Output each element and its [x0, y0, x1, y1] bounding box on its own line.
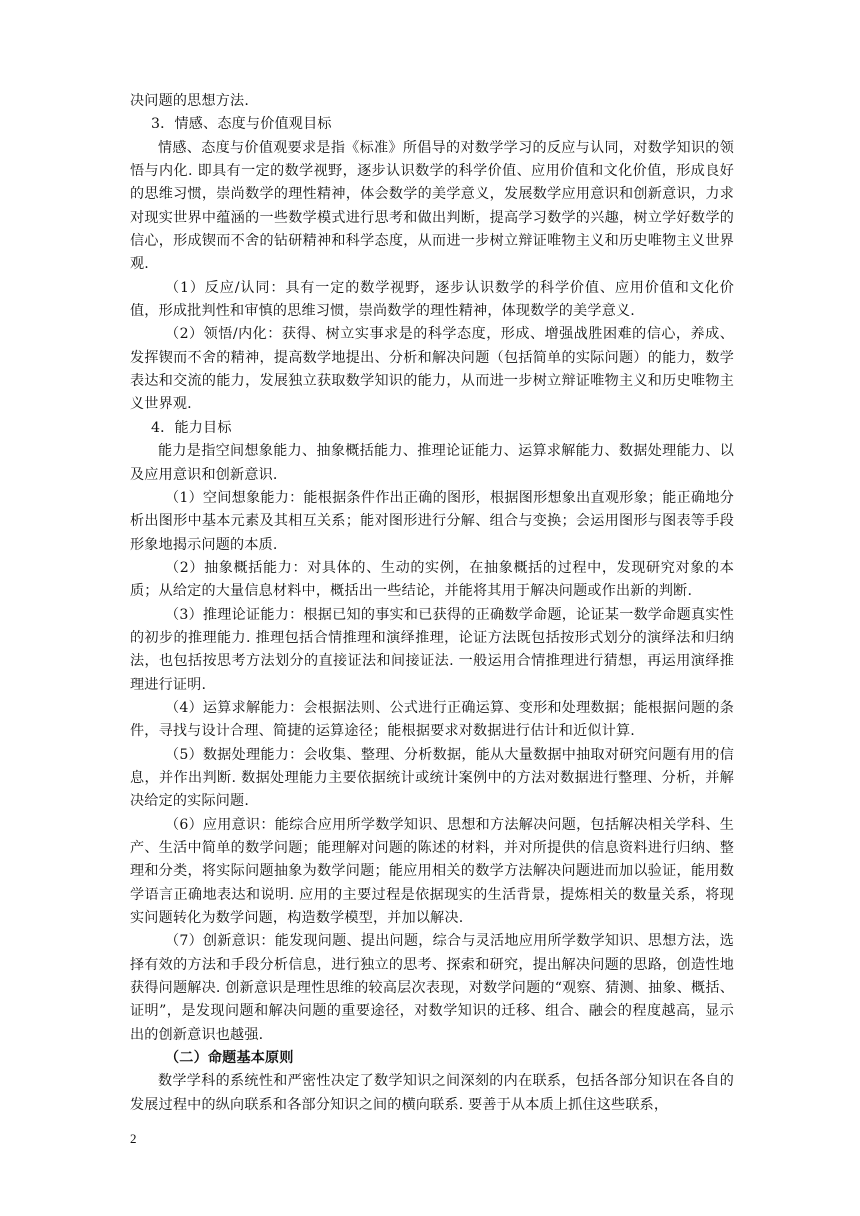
- paragraph: （2）领悟/内化：获得、树立实事求是的科学态度，形成、增强战胜困难的信心，养成、发挥锲而不舍的精神，提高数学地提出、分析和解决问题（包括简单的实际问题）的能力，数学表达和交流的能力，发展独立获取数学知识的能力，从而进一步树立辩证唯物主义和历史唯物主义世界观.: [130, 326, 734, 413]
- paragraph: （1）空间想象能力：能根据条件作出正确的图形，根据图形想象出直观形象；能正确地分析出图形中基本元素及其相互关系；能对图形进行分解、组合与变换；会运用图形与图表等手段形象地揭示问题的本质.: [130, 489, 734, 553]
- paragraph: 能力是指空间想象能力、抽象概括能力、推理论证能力、运算求解能力、数据处理能力、以及应用意识和创新意识.: [130, 443, 734, 483]
- paragraph: （1）反应/认同：具有一定的数学视野，逐步认识数学的科学价值、应用价值和文化价值，形成批判性和审慎的思维习惯，崇尚数学的理性精神，体现数学的美学意义.: [130, 279, 734, 320]
- paragraph: （7）创新意识：能发现问题、提出问题，综合与灵活地应用所学数学知识、思想方法，选择有效的方法和手段分析信息，进行独立的思考、探索和研究，提出解决问题的思路，创造性地获得问题解决. 创新意识是理性思维的较高层次表现，对数学问题的“观察、猜测、抽象、概括、证明”，是发现问题和解决问题的重要途径，对数学知识的迁移、组合、融会的程度越高，显示出的创新意识也越强.: [130, 933, 734, 1043]
- paragraph: （3）推理论证能力：根据已知的事实和已获得的正确数学命题，论证某一数学命题真实性的初步的推理能力. 推理包括合情推理和演绎推理，论证方法既包括按形式划分的演绎法和归纳法，也包括按思考方法划分的直接证法和间接证法. 一般运用合情推理进行猜想，再运用演绎推理进行证明.: [130, 606, 734, 693]
- paragraph: 决问题的思想方法.: [130, 93, 250, 109]
- paragraph: （2）抽象概括能力：对具体的、生动的实例，在抽象概括的过程中，发现研究对象的本质；从给定的大量信息材料中，概括出一些结论，并能将其用于解决问题或作出新的判断.: [130, 559, 734, 600]
- paragraph: 情感、态度与价值观要求是指《标准》所倡导的对数学学习的反应与认同，对数学知识的领悟与内化. 即具有一定的数学视野，逐步认识数学的科学价值、应用价值和文化价值，形成良好的思维习惯，崇尚数学的理性精神，体会数学的美学意义，发展数学应用意识和创新意识，力求对现实世界中蕴涵的一些数学模式进行思考和做出判断，提高学习数学的兴趣，树立学好数学的信心，形成锲而不舍的钻研精神和科学态度，从而进一步树立辩证唯物主义和历史唯物主义世界观.: [130, 139, 734, 273]
- paragraph: 数学学科的系统性和严密性决定了数学知识之间深刻的内在联系，包括各部分知识在各自的发展过程中的纵向联系和各部分知识之间的横向联系. 要善于从本质上抓住这些联系，: [130, 1073, 734, 1113]
- paragraph: （5）数据处理能力：会收集、整理、分析数据，能从大量数据中抽取对研究问题有用的信息，并作出判断. 数据处理能力主要依据统计或统计案例中的方法对数据进行整理、分析，并解决给定的实际问题.: [130, 746, 734, 810]
- paragraph: 4．能力目标: [151, 419, 232, 436]
- document-page: [130, 90, 734, 1117]
- paragraph: （6）应用意识：能综合应用所学数学知识、思想和方法解决问题，包括解决相关学科、生产、生活中简单的数学问题；能理解对问题的陈述的材料，并对所提供的信息资料进行归纳、整理和分类，将实际问题抽象为数学问题；能应用相关的数学方法解决问题进而加以验证，能用数学语言正确地表达和说明. 应用的主要过程是依据现实的生活背景，提炼相关的数量关系，将现实问题转化为数学问题，构造数学模型，并加以解决.: [130, 816, 734, 927]
- page-number: 2: [130, 1131, 137, 1146]
- section-heading: （二）命题基本原则: [165, 1050, 294, 1067]
- paragraph: （4）运算求解能力：会根据法则、公式进行正确运算、变形和处理数据；能根据问题的条件，寻找与设计合理、简捷的运算途径；能根据要求对数据进行估计和近似计算.: [130, 699, 734, 740]
- paragraph: 3．情感、态度与价值观目标: [151, 116, 332, 133]
